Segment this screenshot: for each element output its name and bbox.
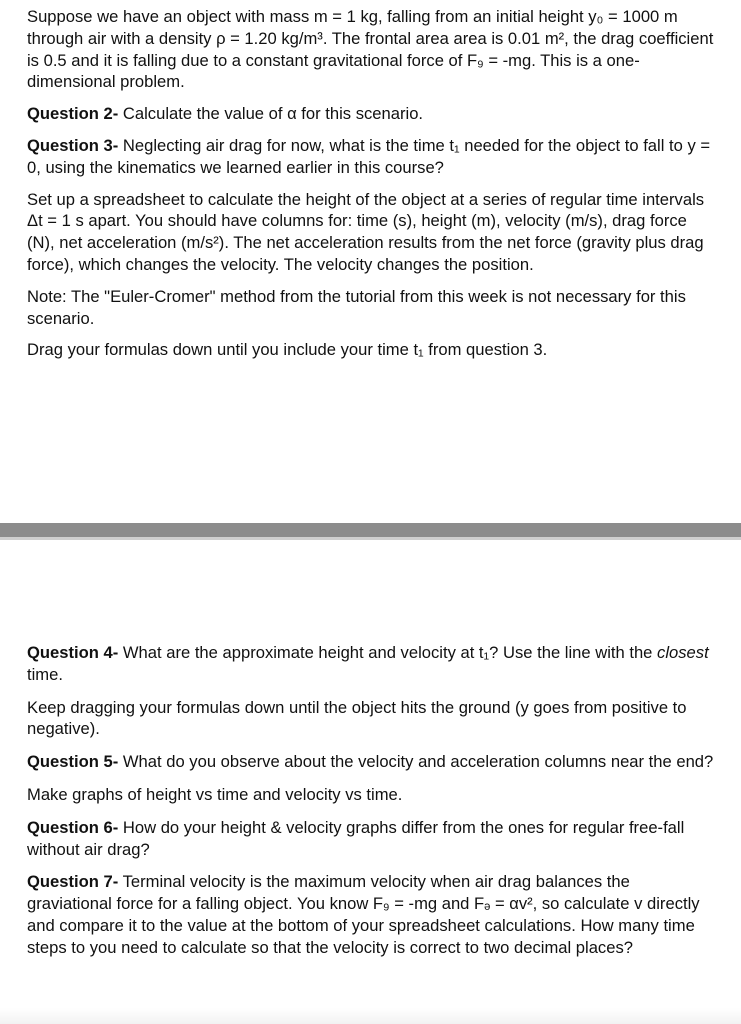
question-3-text: Neglecting air drag for now, what is the time t₁ needed for the object to fall to y = 0, using the kinematics we learned earlier in this course? <box>27 135 711 177</box>
question-7-text: Terminal velocity is the maximum velocity when air drag balances the graviational force for a falling object. You know F₉ = -mg and Fₔ = αv², so calculate v directly and compare it to the value at the bottom of your spreadsheet calculations. How many time steps to you need to calculate so that the velocity is correct to two decimal places? <box>27 872 700 957</box>
question-3-label: Question 3- <box>27 135 119 155</box>
question-5-label: Question 5- <box>27 752 119 772</box>
question-5 <box>27 751 714 773</box>
question-7-label: Question 7- <box>27 872 119 892</box>
question-2-label: Question 2- <box>27 104 119 124</box>
question-6 <box>27 817 714 861</box>
question-4-label: Question 4- <box>27 643 119 662</box>
intro-paragraph: Suppose we have an object with mass m = 1 kg, falling from an initial height y₀ = 1000 m through air with a density ρ = 1.20 kg/m³. The frontal area area is 0.01 m², the drag coefficient is 0.5 and it is falling due to a constant gravitational force of F₉ = -mg. This is a one-dimensional problem. <box>27 7 714 92</box>
page-divider <box>0 523 741 537</box>
question-4-text-a: What are the approximate height and velocity at t₁? Use the line with the <box>118 643 658 662</box>
graphs-paragraph: Make graphs of height vs time and velocity vs time. <box>27 784 403 804</box>
document-page-1 <box>0 6 741 371</box>
page-bottom-edge <box>0 1008 741 1024</box>
question-5-text: What do you observe about the velocity and acceleration columns near the end? <box>118 752 714 772</box>
note-paragraph: Note: The "Euler-Cromer" method from the tutorial from this week is not necessary for this scenario. <box>27 286 686 328</box>
document-page-2 <box>0 642 741 970</box>
question-7 <box>27 871 714 958</box>
question-6-text: How do your height & velocity graphs differ from the ones for regular free-fall without air drag? <box>27 817 685 859</box>
question-4-text-b: time. <box>27 664 63 684</box>
question-6-label: Question 6- <box>27 817 119 837</box>
question-3 <box>27 135 714 179</box>
keep-dragging-paragraph: Keep dragging your formulas down until the object hits the ground (y goes from positive to negative). <box>27 697 687 739</box>
question-2-text: Calculate the value of α for this scenario. <box>118 104 424 124</box>
drag-paragraph: Drag your formulas down until you include your time t₁ from question 3. <box>27 340 548 360</box>
question-4-emphasis: closest <box>657 643 709 662</box>
spreadsheet-paragraph: Set up a spreadsheet to calculate the height of the object at a series of regular time intervals Δt = 1 s apart. You should have columns for: time (s), height (m), velocity (m/s), drag force (N), net acceleration (m/s²). The net acceleration results from the net force (gravity plus drag force), which changes the velocity. The velocity changes the position. <box>27 189 705 274</box>
question-2 <box>27 103 714 125</box>
question-4 <box>27 642 714 686</box>
